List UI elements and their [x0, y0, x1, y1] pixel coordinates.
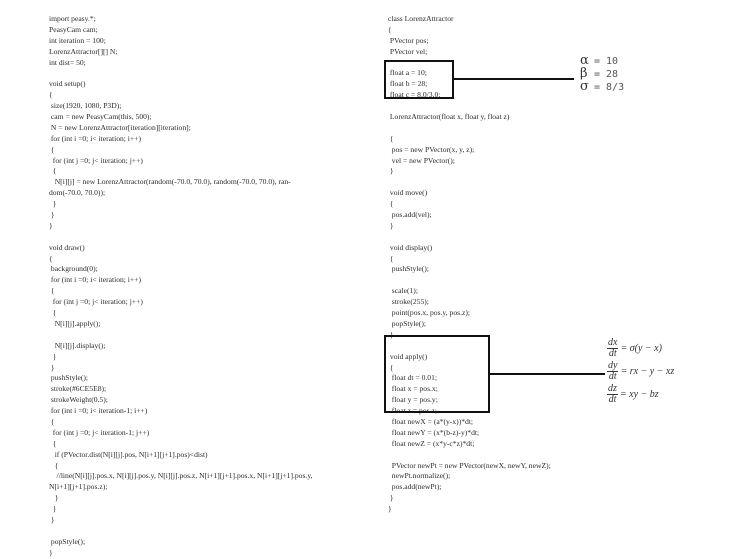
code-line: N = new LorenzAttractor[iteration][iteration]; — [49, 122, 191, 132]
code-line: } — [49, 210, 55, 220]
code-line: class LorenzAttractor — [388, 14, 454, 23]
code-line: } — [49, 220, 53, 230]
code-line — [388, 177, 551, 188]
code-line: { — [49, 286, 55, 296]
code-line: strokeWeight(0.5); — [49, 395, 108, 405]
param-sigma: σ = 8/3 — [580, 79, 625, 94]
beta-symbol: β — [580, 66, 588, 81]
code-line: pushStyle(); — [388, 264, 429, 274]
code-line: } — [388, 493, 394, 503]
equation-dy: $\frac{dy}{dt}$ = rx − y − xz — [608, 360, 675, 382]
code-line: import peasy.*; — [49, 14, 96, 23]
code-line: { — [49, 166, 57, 176]
code-line — [49, 526, 313, 537]
code-line: } — [49, 493, 59, 503]
code-line: for (int i =0; i< iteration; i++) — [49, 133, 141, 143]
code-line: for (int i =0; i< iteration-1; i++) — [49, 406, 148, 416]
update-code-highlight-box — [384, 335, 490, 413]
code-line: popStyle(); — [49, 536, 86, 546]
code-line: PVector newPt = new PVector(newX, newY, newZ); — [388, 460, 551, 470]
equation-dx: $\frac{dx}{dt}$ = σ(y − x) — [608, 337, 662, 359]
parameter-values — [580, 55, 624, 94]
code-line: { — [49, 144, 55, 154]
code-line — [388, 232, 551, 243]
code-line: } — [49, 547, 53, 557]
code-line: float a = 10; — [388, 68, 427, 78]
parameters-connector-line — [454, 78, 574, 80]
code-line: void move() — [388, 188, 428, 198]
code-line: pos.add(newPt); — [388, 482, 442, 492]
code-line: stroke(255); — [388, 297, 429, 307]
code-line: float b = 28; — [388, 79, 428, 89]
code-line: { — [388, 199, 394, 209]
code-line: if (PVector.dist(N[i][j].pos, N[i+1][j+1].pos)<dist) — [49, 449, 208, 459]
code-line: pos.add(vel); — [388, 210, 432, 220]
code-line — [49, 232, 313, 243]
code-line: size(1920, 1080, P3D); — [49, 101, 122, 111]
code-line: { — [388, 133, 394, 143]
code-line: dom(-70.0, 70.0)); — [49, 188, 106, 198]
code-line: } — [49, 199, 57, 209]
code-line: } — [388, 504, 392, 514]
code-line: newPt.normalize(); — [388, 471, 451, 481]
code-line: PVector vel; — [388, 46, 428, 56]
code-line: point(pos.x, pos.y, pos.z); — [388, 308, 470, 318]
code-line: void setup() — [49, 79, 86, 89]
code-line: float newY = (x*(b-z)-y)*dt; — [388, 427, 480, 437]
code-line: float dt = 0.01; — [388, 373, 437, 383]
code-line: } — [388, 166, 394, 176]
equations-connector-line — [490, 373, 605, 375]
code-line — [388, 101, 551, 112]
code-line: { — [49, 416, 55, 426]
setup-draw-code-column — [49, 14, 313, 559]
code-line — [388, 450, 551, 461]
code-line: for (int i =0; i< iteration; i++) — [49, 275, 141, 285]
code-line: float newX = (a*(y-x))*dt; — [388, 416, 474, 426]
code-line: popStyle(); — [388, 318, 426, 328]
code-line: LorenzAttractor[][] N; — [49, 46, 118, 56]
code-line: float z = pos.z; — [388, 406, 437, 416]
code-line: scale(1); — [388, 286, 418, 296]
code-line: pushStyle(); — [49, 373, 89, 383]
code-line — [388, 275, 551, 286]
code-line: int dist= 50; — [49, 57, 86, 67]
code-line: float x = pos.x; — [388, 384, 438, 394]
code-line: vel = new PVector(); — [388, 155, 455, 165]
code-line: background(0); — [49, 264, 98, 274]
code-line: } — [388, 329, 394, 339]
code-line: N[i+1][j+1].pos.z); — [49, 482, 108, 492]
code-line: { — [49, 438, 57, 448]
alpha-symbol: α — [580, 53, 589, 68]
code-line: { — [49, 90, 53, 100]
code-line: for (int j =0; j< iteration-1; j++) — [49, 427, 150, 437]
code-line: } — [49, 362, 55, 372]
equation-dz: $\frac{dz}{dt}$ = xy − bz — [608, 383, 659, 405]
lorenz-equations — [607, 337, 674, 406]
code-line: { — [388, 253, 394, 263]
code-line: } — [388, 220, 394, 230]
code-line: //line(N[i][j].pos.x, N[i][j].pos.y, N[i][j].pos.z, N[i+1][j+1].pos.x, N[i+1][j+1].pos.y, — [49, 471, 313, 481]
code-line — [388, 123, 551, 134]
code-line: } — [49, 351, 57, 361]
code-line: { — [388, 362, 394, 372]
code-line: void display() — [388, 242, 433, 252]
code-line: cam = new PeasyCam(this, 500); — [49, 112, 152, 122]
code-line: } — [49, 504, 57, 514]
code-line — [49, 68, 313, 79]
param-alpha: α = 10 — [580, 53, 619, 68]
code-line: float newZ = (x*y-c*z)*dt; — [388, 438, 475, 448]
code-line — [49, 330, 313, 341]
code-line: for (int j =0; j< iteration; j++) — [49, 297, 143, 307]
code-line: stroke(#6CE5E8); — [49, 384, 107, 394]
param-beta: β = 28 — [580, 66, 619, 81]
code-line: float y = pos.y; — [388, 395, 438, 405]
code-line: { — [388, 24, 392, 34]
code-line: { — [49, 253, 53, 263]
sigma-symbol: σ — [580, 79, 589, 94]
code-line: int iteration = 100; — [49, 35, 106, 45]
code-line: pos = new PVector(x, y, z); — [388, 144, 475, 154]
code-line: N[i][j].display(); — [49, 340, 106, 350]
parameters-highlight-box — [384, 60, 454, 99]
code-line: N[i][j] = new LorenzAttractor(random(-70.0, 70.0), random(-70.0, 70.0), ran- — [49, 177, 291, 187]
code-line: float c = 8.0/3.0; — [388, 90, 441, 100]
code-line: void draw() — [49, 242, 85, 252]
code-line: N[i][j].apply(); — [49, 318, 101, 328]
code-line: void apply() — [388, 351, 428, 361]
code-line: } — [49, 514, 55, 524]
code-line: { — [49, 460, 59, 470]
code-line: PVector pos; — [388, 35, 429, 45]
code-line: { — [49, 308, 57, 318]
code-line: PeasyCam cam; — [49, 24, 98, 34]
code-line: LorenzAttractor(float x, float y, float z) — [388, 112, 510, 122]
code-line: for (int j =0; j< iteration; j++) — [49, 155, 143, 165]
